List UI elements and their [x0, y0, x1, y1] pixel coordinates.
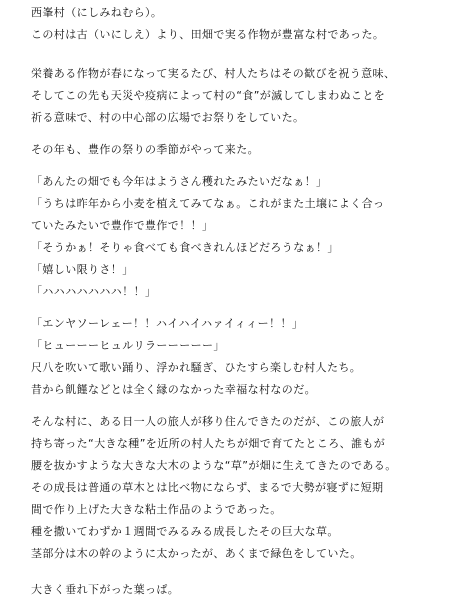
text-line: 「エンヤソーレェー！！ハイハイハァイィィー！！」 [31, 317, 304, 330]
text-line: そしてこの先も天災や疫病によって村の“食”が滅してしまわぬことを [31, 89, 386, 102]
text-line: 「うちは昨年から小麦を植えてみてなぁ。これがまた土壌によく合っ [31, 197, 385, 210]
text-line: その成長は普通の草木とは比べ物にならず、まるで大勢が寝ずに短期 [31, 481, 384, 494]
text-line: 腰を抜かすような大きな大木のような“草”が畑に生えてきたのである。 [31, 459, 397, 472]
text-line: 「ハハハハハハハ！！」 [31, 285, 157, 298]
text-line: 持ち寄った“大きな種”を近所の村人たちが畑で育てたところ、誰もが [31, 437, 386, 450]
text-line: この村は古（いにしえ）より、田畑で実る作物が豊富な村であった。 [31, 28, 385, 41]
text-line: そんな村に、ある日一人の旅人が移り住んできたのだが、この旅人が [31, 415, 385, 428]
text-line: 間で作り上げた大きな粘土作品のようであった。 [31, 503, 282, 516]
text-line: ていたみたいで豊作で豊作で！！」 [31, 219, 214, 232]
text-line: 祈る意味で、村の中心部の広場でお祭りをしていた。 [31, 111, 305, 124]
text-line: 「あんたの畑でも今年はようさん穫れたみたいだなぁ！」 [31, 175, 328, 188]
text-line: 西峯村（にしみねむら）。 [31, 6, 163, 19]
text-line: 種を撒いてわずか１週間でみるみる成長したその巨大な草。 [31, 525, 339, 538]
text-line: 「嬉しい限りさ！」 [31, 263, 134, 276]
text-line: その年も、豊作の祭りの季節がやって来た。 [31, 143, 259, 156]
text-line: 尺八を吹いて歌い踊り、浮かれ騒ぎ、ひたすら楽しむ村人たち。 [31, 361, 362, 374]
text-line: 茎部分は木の幹のように太かったが、あくまで緑色をしていた。 [31, 547, 362, 560]
text-line: 栄養ある作物が春になって実るたび、村人たちはその歓びを祝う意味、 [31, 67, 396, 80]
text-line: 昔から飢饉などとは全く縁のなかった幸福な村なのだ。 [31, 383, 316, 396]
text-line: 「そうかぁ！そりゃ食べても食べきれんほどだろうなぁ！」 [31, 241, 339, 254]
text-line: 大きく垂れ下がった葉っぱ。 [31, 583, 180, 596]
text-line: 「ヒューーーヒュルリラーーーーー」 [31, 339, 225, 352]
